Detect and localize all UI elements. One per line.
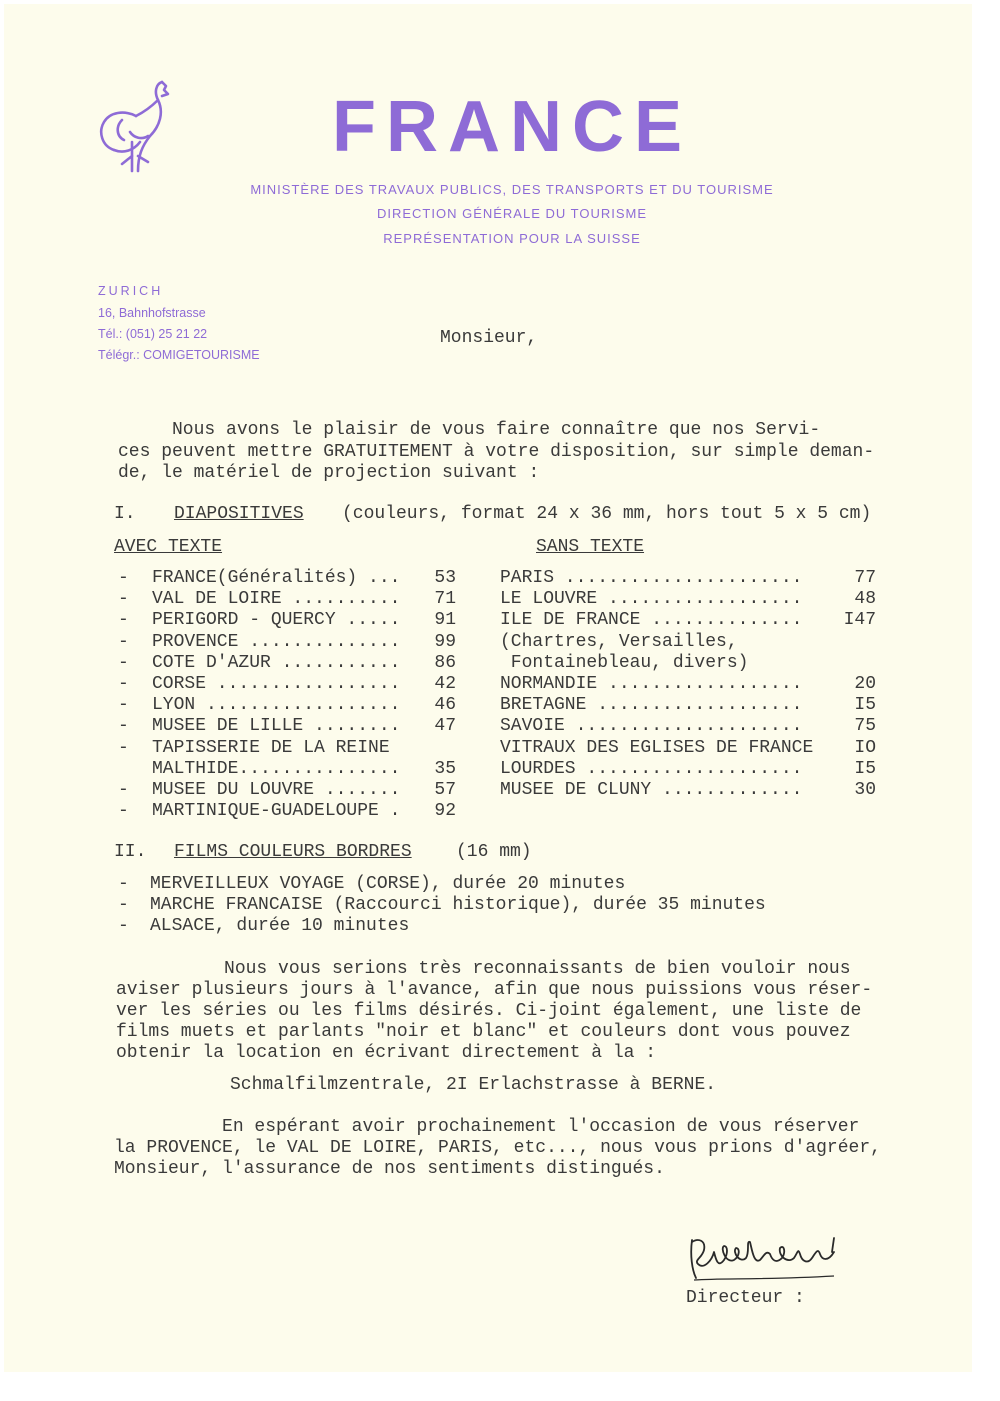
list-item: MARTINIQUE-GUADELOUPE . [152, 801, 401, 822]
list-dash: - [118, 631, 129, 652]
list-item: SAVOIE ..................... [500, 716, 803, 737]
address-street: 16, Bahnhofstrasse [98, 306, 206, 320]
list-item: CORSE ................. [152, 674, 401, 694]
list-item: PARIS ...................... [500, 568, 803, 588]
list-item-count: 30 [854, 780, 876, 800]
list-item-count: I5 [854, 695, 876, 716]
list-dash: - [118, 652, 129, 673]
list-item: FRANCE(Généralités) ... [152, 568, 401, 588]
closing-line: En espérant avoir prochainement l'occasion de vous réserver [114, 1117, 860, 1137]
list-item: MALTHIDE............... [152, 758, 401, 779]
section2-details: (16 mm) [456, 842, 532, 862]
signature-title: Directeur : [686, 1288, 805, 1308]
request-line: Nous vous serions très reconnaissants de bien vouloir nous [116, 959, 851, 979]
list-dash: - [118, 916, 129, 936]
list-dash: - [118, 589, 129, 610]
request-line: films muets et parlants "noir et blanc" et couleurs dont vous pouvez [116, 1022, 851, 1042]
list-item: PERIGORD - QUERCY ..... [152, 610, 401, 631]
list-item: MUSEE DU LOUVRE ....... [152, 780, 401, 800]
ministry-line: MINISTÈRE DES TRAVAUX PUBLICS, DES TRANSPORTS ET DU TOURISME [250, 182, 774, 197]
list-item-count: I47 [843, 610, 876, 631]
intro-line: de, le matériel de projection suivant : [118, 463, 540, 483]
list-item-count: 86 [434, 652, 456, 673]
list-item-count: IO [854, 737, 876, 758]
list-dash: - [118, 737, 129, 758]
list-item: PROVENCE .............. [152, 631, 401, 652]
section1-details: (couleurs, format 24 x 36 mm, hors tout 5 x 5 cm) [342, 504, 872, 524]
list-item: MUSEE DE LILLE ........ [152, 716, 401, 737]
list-item-count: 75 [854, 716, 876, 737]
list-item-count: 42 [434, 674, 456, 694]
section2-title: FILMS COULEURS BORDRES [174, 842, 412, 862]
intro-line: Nous avons le plaisir de vous faire connaître que nos Servi- [118, 420, 821, 440]
brand-title: FRANCE [332, 87, 692, 167]
direction-line: DIRECTION GÉNÉRALE DU TOURISME [376, 206, 648, 221]
list-item: VAL DE LOIRE .......... [152, 589, 401, 610]
list-dash: - [118, 895, 129, 915]
handwritten-signature [684, 1230, 854, 1285]
list-item: (Chartres, Versailles, [500, 631, 738, 652]
address-phone: Tél.: (051) 25 21 22 [98, 327, 208, 341]
request-line: obtenir la location en écrivant directement à la : [116, 1043, 657, 1063]
list-item: TAPISSERIE DE LA REINE [152, 737, 390, 758]
address-telegram: Télégr.: COMIGETOURISME [98, 348, 260, 362]
section1-number: I. [114, 504, 136, 524]
list-item: Fontainebleau, divers) [500, 652, 749, 673]
right-column-heading: SANS TEXTE [536, 537, 645, 557]
closing-line: la PROVENCE, le VAL DE LOIRE, PARIS, etc..., nous vous prions d'agréer, [114, 1138, 881, 1158]
list-item: LOURDES .................... [500, 758, 803, 779]
left-column-heading: AVEC TEXTE [114, 537, 223, 557]
request-line: aviser plusieurs jours à l'avance, afin que nous puissions vous réser- [116, 980, 873, 1000]
list-dash: - [118, 716, 129, 737]
section2-number: II. [114, 842, 147, 862]
list-dash: - [118, 610, 129, 631]
film-item: MERVEILLEUX VOYAGE (CORSE), durée 20 minutes [150, 874, 626, 894]
list-item-count: 91 [434, 610, 456, 631]
list-item: MUSEE DE CLUNY ............. [500, 780, 803, 800]
list-dash: - [118, 801, 129, 822]
film-item: ALSACE, durée 10 minutes [150, 916, 410, 936]
list-item: LYON .................. [152, 695, 401, 716]
list-item-count: 99 [434, 631, 456, 652]
list-dash: - [118, 695, 129, 716]
list-item-count: I5 [854, 758, 876, 779]
section1-title: DIAPOSITIVES [174, 504, 304, 524]
list-item-count: 35 [434, 758, 456, 779]
letter-page [4, 4, 972, 1372]
list-item: NORMANDIE .................. [500, 674, 803, 694]
list-item-count: 92 [434, 801, 456, 822]
list-dash: - [118, 568, 129, 588]
list-item: ILE DE FRANCE .............. [500, 610, 803, 631]
list-item-count: 20 [854, 674, 876, 694]
closing-line: Monsieur, l'assurance de nos sentiments distingués. [114, 1159, 665, 1179]
list-item: BRETAGNE ................... [500, 695, 803, 716]
rental-address: Schmalfilmzentrale, 2I Erlachstrasse à BERNE. [230, 1075, 717, 1095]
list-item: LE LOUVRE .................. [500, 589, 803, 610]
representation-line: REPRÉSENTATION POUR LA SUISSE [383, 231, 641, 246]
salutation: Monsieur, [440, 328, 538, 348]
list-item-count: 77 [854, 568, 876, 588]
request-line: ver les séries ou les films désirés. Ci-joint également, une liste de [116, 1001, 862, 1021]
film-item: MARCHE FRANCAISE (Raccourci historique), durée 35 minutes [150, 895, 766, 915]
list-item-count: 46 [434, 695, 456, 716]
list-item: VITRAUX DES EGLISES DE FRANCE [500, 737, 814, 758]
intro-line: ces peuvent mettre GRATUITEMENT à votre disposition, sur simple deman- [118, 441, 875, 462]
list-dash: - [118, 874, 129, 894]
list-item-count: 53 [434, 568, 456, 588]
list-item: COTE D'AZUR ........... [152, 652, 401, 673]
list-dash: - [118, 674, 129, 694]
list-dash: - [118, 780, 129, 800]
list-item-count: 71 [434, 589, 456, 610]
address-city: ZURICH [98, 284, 164, 298]
list-item-count: 48 [854, 589, 876, 610]
list-item-count: 47 [434, 716, 456, 737]
list-item-count: 57 [434, 780, 456, 800]
